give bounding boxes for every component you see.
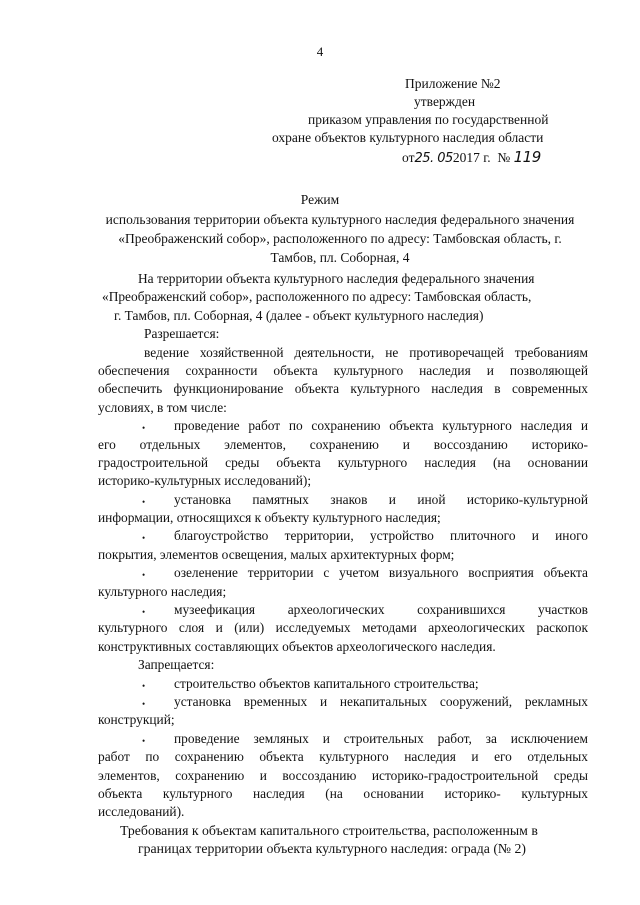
- forbidden-heading: Запрещается:: [138, 657, 215, 673]
- allowed-para-2: обеспечения сохранности объекта культурного наследия и позволяющей: [98, 362, 588, 378]
- forbidden-item-line: объекта культурного наследия (на основании историко- культурных: [98, 785, 588, 801]
- intro-line-1: На территории объекта культурного наследия федерального значения: [138, 271, 535, 286]
- bullet-icon: •: [142, 496, 146, 507]
- handwritten-date: 25. 05: [414, 151, 453, 166]
- number-prefix: №: [497, 150, 511, 165]
- forbidden-item: [98, 675, 588, 693]
- allowed-item-line: градостроительной среды объекта культурного наследия (на основании: [98, 454, 588, 470]
- bullet-icon: •: [142, 607, 146, 618]
- forbidden-item-line: строительство объектов капитального строительства;: [174, 675, 479, 691]
- forbidden-item-line: элементов, сохранению и воссозданию историко-градостроительной среды: [98, 767, 588, 783]
- requirements-line-2: границах территории объекта культурного наследия: ограда (№ 2): [138, 841, 527, 857]
- allowed-item-line: информации, относящихся к объекту культурного наследия;: [98, 510, 441, 526]
- allowed-item-line: культурного слоя и (или) исследуемых методами археологических раскопок: [98, 620, 588, 636]
- allowed-item: [98, 564, 588, 601]
- allowed-item-line: установка памятных знаков и иной историко-культурной: [174, 491, 588, 507]
- authority-line: охране объектов культурного наследия области: [272, 130, 544, 145]
- order-line: приказом управления по государственной: [308, 112, 549, 127]
- bullet-icon: •: [142, 735, 146, 746]
- document-body: [98, 270, 588, 859]
- bullet-icon: •: [142, 533, 146, 544]
- allowed-item-line: историко-культурных исследований);: [98, 473, 312, 489]
- allowed-item-line: проведение работ по сохранению объекта культурного наследия и: [174, 418, 588, 434]
- allowed-item: [98, 601, 588, 656]
- allowed-item-line: озеленение территории с учетом визуального восприятия объекта: [174, 565, 588, 581]
- forbidden-item: [98, 730, 588, 822]
- page-number: 4: [316, 44, 324, 59]
- forbidden-item-line: проведение земляных и строительных работ, за исключением: [174, 730, 588, 746]
- allowed-para-3: обеспечить функционирование объекта культурного наследия в современных: [98, 381, 588, 397]
- allowed-item: [98, 417, 588, 491]
- date-prefix: от: [402, 150, 415, 165]
- allowed-heading: Разрешается:: [144, 326, 220, 342]
- intro-line-3: г. Тамбов, пл. Соборная, 4 (далее - объект культурного наследия): [114, 307, 484, 323]
- allowed-item-line: культурного наследия;: [98, 583, 227, 599]
- allowed-para-4: условиях, в том числе:: [98, 399, 227, 415]
- regime-heading: Режим: [300, 192, 340, 207]
- approved-label: утвержден: [414, 94, 476, 109]
- handwritten-number: 119: [513, 148, 541, 166]
- allowed-item-line: покрытия, элементов освещения, малых архитектурных форм;: [98, 546, 455, 562]
- bullet-icon: •: [142, 698, 146, 709]
- intro-line-2: «Преображенский собор», расположенного по адресу: Тамбовская область,: [102, 289, 532, 305]
- forbidden-item-line: установка временных и некапитальных сооружений, рекламных: [174, 693, 588, 709]
- allowed-item-line: музеефикация археологических сохранившихся участков: [174, 602, 588, 618]
- allowed-item-line: благоустройство территории, устройство плиточного и иного: [174, 528, 588, 544]
- forbidden-item-line: работ по сохранению объекта культурного наследия и его отдельных: [98, 749, 588, 765]
- bullet-icon: •: [142, 423, 146, 434]
- forbidden-item-line: конструкций;: [98, 712, 175, 728]
- allowed-item-line: конструктивных составляющих объектов археологического наследия.: [98, 638, 496, 654]
- date-number-line: [402, 148, 541, 166]
- allowed-para-1: ведение хозяйственной деятельности, не противоречащей требованиям: [144, 344, 588, 360]
- forbidden-item: [98, 693, 588, 730]
- regime-subtitle: использования территории объекта культурного наследия федерального значения «Преображенский собор», расположенного по адресу: Тамбовская область, г. Тамбов, пл. Соборная, 4: [105, 212, 575, 265]
- allowed-item: [98, 527, 588, 564]
- bullet-icon: •: [142, 570, 146, 581]
- allowed-item-line: его отдельных элементов, сохранению и воссозданию историко-: [98, 436, 588, 452]
- requirements-line-1: Требования к объектам капитального строительства, расположенным в: [120, 822, 538, 838]
- date-year: 2017 г.: [452, 150, 491, 165]
- forbidden-item-line: исследований).: [98, 804, 185, 820]
- appendix-title: Приложение №2: [405, 76, 501, 91]
- bullet-icon: •: [142, 680, 146, 691]
- allowed-item: [98, 491, 588, 528]
